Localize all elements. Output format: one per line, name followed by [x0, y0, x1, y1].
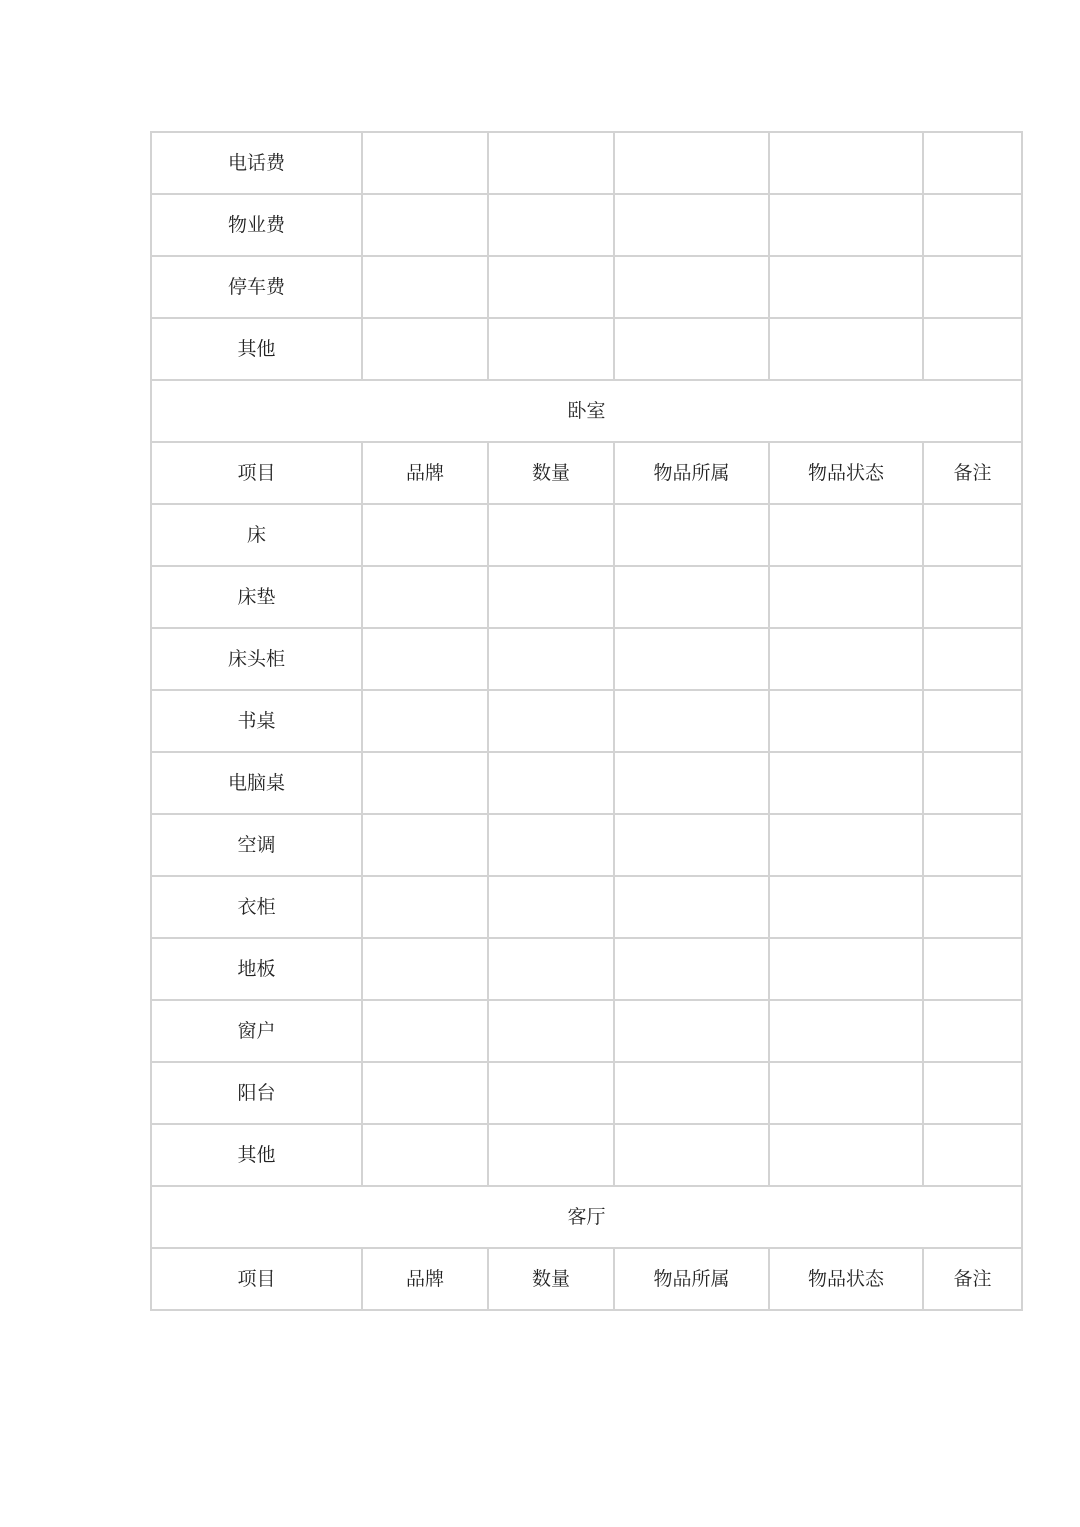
table-row-utility-2	[151, 256, 1022, 318]
column-header: 物品所属	[614, 1248, 769, 1310]
empty-entry-cell[interactable]	[769, 938, 923, 1000]
empty-entry-cell[interactable]	[614, 1000, 769, 1062]
empty-entry-cell[interactable]	[614, 938, 769, 1000]
column-header: 物品状态	[769, 1248, 923, 1310]
empty-entry-cell[interactable]	[362, 814, 488, 876]
column-header: 品牌	[362, 442, 488, 504]
table-row-utility-3	[151, 318, 1022, 380]
empty-entry-cell[interactable]	[923, 504, 1022, 566]
table-row-bedroom-3	[151, 690, 1022, 752]
inventory-table	[150, 131, 1023, 1311]
empty-entry-cell[interactable]	[488, 1062, 614, 1124]
empty-entry-cell[interactable]	[769, 504, 923, 566]
empty-entry-cell[interactable]	[362, 1062, 488, 1124]
empty-entry-cell[interactable]	[769, 876, 923, 938]
section-title-living-room: 客厅	[151, 1186, 1022, 1248]
item-name-cell: 停车费	[151, 256, 362, 318]
empty-entry-cell[interactable]	[923, 318, 1022, 380]
section-title-row-bedroom	[151, 380, 1022, 442]
item-name-cell: 书桌	[151, 690, 362, 752]
column-header: 项目	[151, 1248, 362, 1310]
column-header: 数量	[488, 442, 614, 504]
empty-entry-cell[interactable]	[614, 814, 769, 876]
empty-entry-cell[interactable]	[923, 1000, 1022, 1062]
table-row-bedroom-7	[151, 938, 1022, 1000]
item-name-cell: 地板	[151, 938, 362, 1000]
section-title-row-living-room	[151, 1186, 1022, 1248]
empty-entry-cell[interactable]	[769, 132, 923, 194]
empty-entry-cell[interactable]	[488, 876, 614, 938]
empty-entry-cell[interactable]	[488, 628, 614, 690]
item-name-cell: 床头柜	[151, 628, 362, 690]
empty-entry-cell[interactable]	[614, 876, 769, 938]
item-name-cell: 窗户	[151, 1000, 362, 1062]
empty-entry-cell[interactable]	[614, 752, 769, 814]
header-row-bedroom	[151, 442, 1022, 504]
empty-entry-cell[interactable]	[488, 1124, 614, 1186]
item-name-cell: 其他	[151, 1124, 362, 1186]
empty-entry-cell[interactable]	[614, 1062, 769, 1124]
empty-entry-cell[interactable]	[362, 628, 488, 690]
header-row-living-room	[151, 1248, 1022, 1310]
column-header: 数量	[488, 1248, 614, 1310]
empty-entry-cell[interactable]	[362, 1124, 488, 1186]
empty-entry-cell[interactable]	[488, 752, 614, 814]
empty-entry-cell[interactable]	[923, 566, 1022, 628]
empty-entry-cell[interactable]	[923, 938, 1022, 1000]
empty-entry-cell[interactable]	[614, 566, 769, 628]
empty-entry-cell[interactable]	[362, 318, 488, 380]
empty-entry-cell[interactable]	[488, 318, 614, 380]
table-row-bedroom-5	[151, 814, 1022, 876]
column-header: 备注	[923, 442, 1022, 504]
column-header: 物品所属	[614, 442, 769, 504]
inventory-table-body	[151, 132, 1022, 1310]
empty-entry-cell[interactable]	[923, 752, 1022, 814]
table-row-bedroom-2	[151, 628, 1022, 690]
item-name-cell: 电话费	[151, 132, 362, 194]
empty-entry-cell[interactable]	[488, 504, 614, 566]
empty-entry-cell[interactable]	[362, 938, 488, 1000]
empty-entry-cell[interactable]	[488, 938, 614, 1000]
empty-entry-cell[interactable]	[769, 256, 923, 318]
column-header: 项目	[151, 442, 362, 504]
empty-entry-cell[interactable]	[614, 628, 769, 690]
table-row-bedroom-10	[151, 1124, 1022, 1186]
empty-entry-cell[interactable]	[923, 814, 1022, 876]
item-name-cell: 电脑桌	[151, 752, 362, 814]
empty-entry-cell[interactable]	[923, 1124, 1022, 1186]
table-row-bedroom-9	[151, 1062, 1022, 1124]
empty-entry-cell[interactable]	[923, 194, 1022, 256]
empty-entry-cell[interactable]	[614, 690, 769, 752]
item-name-cell: 物业费	[151, 194, 362, 256]
empty-entry-cell[interactable]	[362, 504, 488, 566]
empty-entry-cell[interactable]	[923, 876, 1022, 938]
empty-entry-cell[interactable]	[769, 628, 923, 690]
table-row-bedroom-1	[151, 566, 1022, 628]
empty-entry-cell[interactable]	[488, 1000, 614, 1062]
empty-entry-cell[interactable]	[769, 690, 923, 752]
empty-entry-cell[interactable]	[488, 132, 614, 194]
section-title-bedroom: 卧室	[151, 380, 1022, 442]
empty-entry-cell[interactable]	[362, 566, 488, 628]
empty-entry-cell[interactable]	[614, 194, 769, 256]
empty-entry-cell[interactable]	[362, 256, 488, 318]
empty-entry-cell[interactable]	[614, 318, 769, 380]
item-name-cell: 衣柜	[151, 876, 362, 938]
empty-entry-cell[interactable]	[769, 1062, 923, 1124]
empty-entry-cell[interactable]	[614, 132, 769, 194]
empty-entry-cell[interactable]	[362, 194, 488, 256]
empty-entry-cell[interactable]	[769, 1000, 923, 1062]
table-row-bedroom-8	[151, 1000, 1022, 1062]
empty-entry-cell[interactable]	[488, 814, 614, 876]
empty-entry-cell[interactable]	[614, 504, 769, 566]
empty-entry-cell[interactable]	[769, 318, 923, 380]
table-row-utility-1	[151, 194, 1022, 256]
item-name-cell: 阳台	[151, 1062, 362, 1124]
empty-entry-cell[interactable]	[614, 256, 769, 318]
table-row-bedroom-0	[151, 504, 1022, 566]
empty-entry-cell[interactable]	[923, 628, 1022, 690]
item-name-cell: 床	[151, 504, 362, 566]
empty-entry-cell[interactable]	[769, 1124, 923, 1186]
empty-entry-cell[interactable]	[362, 690, 488, 752]
empty-entry-cell[interactable]	[923, 1062, 1022, 1124]
column-header: 品牌	[362, 1248, 488, 1310]
empty-entry-cell[interactable]	[923, 256, 1022, 318]
empty-entry-cell[interactable]	[488, 194, 614, 256]
empty-entry-cell[interactable]	[362, 876, 488, 938]
empty-entry-cell[interactable]	[769, 814, 923, 876]
empty-entry-cell[interactable]	[488, 566, 614, 628]
empty-entry-cell[interactable]	[923, 690, 1022, 752]
item-name-cell: 其他	[151, 318, 362, 380]
empty-entry-cell[interactable]	[488, 256, 614, 318]
item-name-cell: 床垫	[151, 566, 362, 628]
empty-entry-cell[interactable]	[362, 132, 488, 194]
empty-entry-cell[interactable]	[769, 194, 923, 256]
column-header: 物品状态	[769, 442, 923, 504]
empty-entry-cell[interactable]	[488, 690, 614, 752]
empty-entry-cell[interactable]	[362, 1000, 488, 1062]
empty-entry-cell[interactable]	[769, 566, 923, 628]
empty-entry-cell[interactable]	[769, 752, 923, 814]
empty-entry-cell[interactable]	[362, 752, 488, 814]
empty-entry-cell[interactable]	[614, 1124, 769, 1186]
item-name-cell: 空调	[151, 814, 362, 876]
empty-entry-cell[interactable]	[923, 132, 1022, 194]
table-row-bedroom-4	[151, 752, 1022, 814]
column-header: 备注	[923, 1248, 1022, 1310]
table-row-utility-0	[151, 132, 1022, 194]
table-row-bedroom-6	[151, 876, 1022, 938]
